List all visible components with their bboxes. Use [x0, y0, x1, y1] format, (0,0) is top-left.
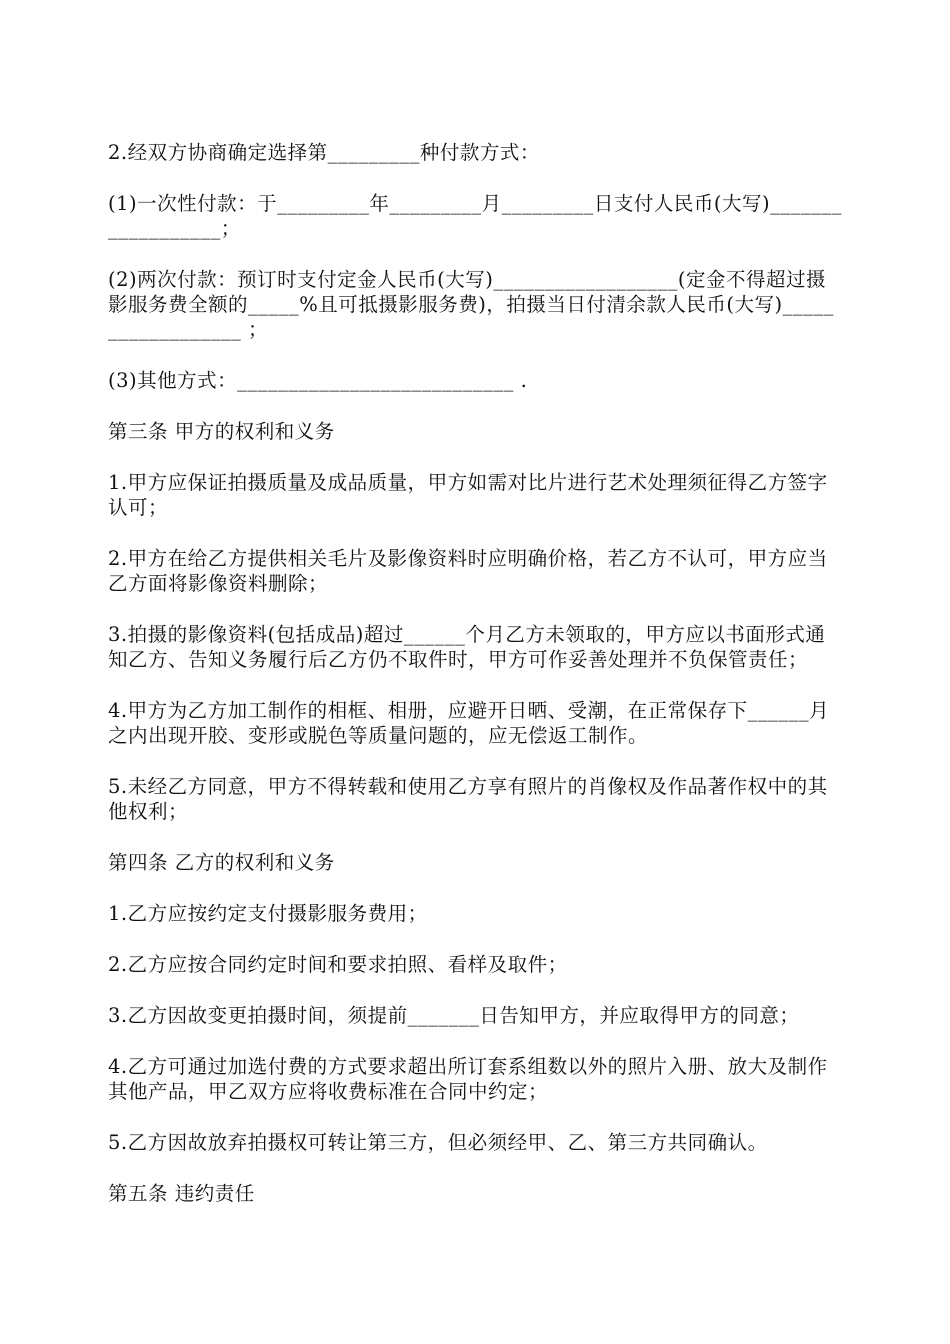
party-b-clause-4: 4.乙方可通过加选付费的方式要求超出所订套系组数以外的照片入册、放大及制作其他产品，甲乙双方应将收费标准在合同中约定； [108, 1055, 828, 1103]
article-three-heading: 第三条 甲方的权利和义务 [108, 420, 335, 443]
document-page [108, 140, 842, 1232]
party-b-clause-3: 3.乙方因故变更拍摄时间，须提前_______日告知甲方，并应取得甲方的同意； [108, 1004, 800, 1027]
party-a-clause-1: 1.甲方应保证拍摄质量及成品质量，甲方如需对比片进行艺术处理须征得乙方签字认可； [108, 471, 828, 519]
payment-option-one-time: (1)一次性付款：于_________年_________月_________日支付人民币(大写)__________________； [108, 192, 842, 240]
party-b-clause-1: 1.乙方应按约定支付摄影服务费用； [108, 902, 428, 925]
article-four-heading: 第四条 乙方的权利和义务 [108, 851, 335, 874]
party-b-clause-5: 5.乙方因故放弃拍摄权可转让第三方，但必须经甲、乙、第三方共同确认。 [108, 1131, 768, 1154]
party-a-clause-2: 2.甲方在给乙方提供相关毛片及影像资料时应明确价格，若乙方不认可，甲方应当乙方面将影像资料删除； [108, 547, 828, 595]
party-b-clause-2: 2.乙方应按合同约定时间和要求拍照、看样及取件； [108, 953, 568, 976]
payment-option-two-installments: (2)两次付款：预订时支付定金人民币(大写)__________________(定金不得超过摄影服务费全额的_____%且可抵摄影服务费)，拍摄当日付清余款人民币(大写)__________________ ； [108, 268, 834, 341]
party-a-clause-3: 3.拍摄的影像资料(包括成品)超过______个月乙方未领取的，甲方应以书面形式通知乙方、告知义务履行后乙方仍不取件时，甲方可作妥善处理并不负保管责任； [108, 623, 826, 671]
payment-option-other: (3)其他方式：___________________________ . [108, 369, 528, 392]
article-five-heading: 第五条 违约责任 [108, 1182, 255, 1205]
party-a-clause-4: 4.甲方为乙方加工制作的相框、相册，应避开日晒、受潮，在正常保存下______月之内出现开胶、变形或脱色等质量问题的，应无偿返工制作。 [108, 699, 830, 747]
payment-method-choice: 2.经双方协商确定选择第_________种付款方式： [108, 141, 540, 164]
party-a-clause-5: 5.未经乙方同意，甲方不得转载和使用乙方享有照片的肖像权及作品著作权中的其他权利； [108, 775, 828, 823]
